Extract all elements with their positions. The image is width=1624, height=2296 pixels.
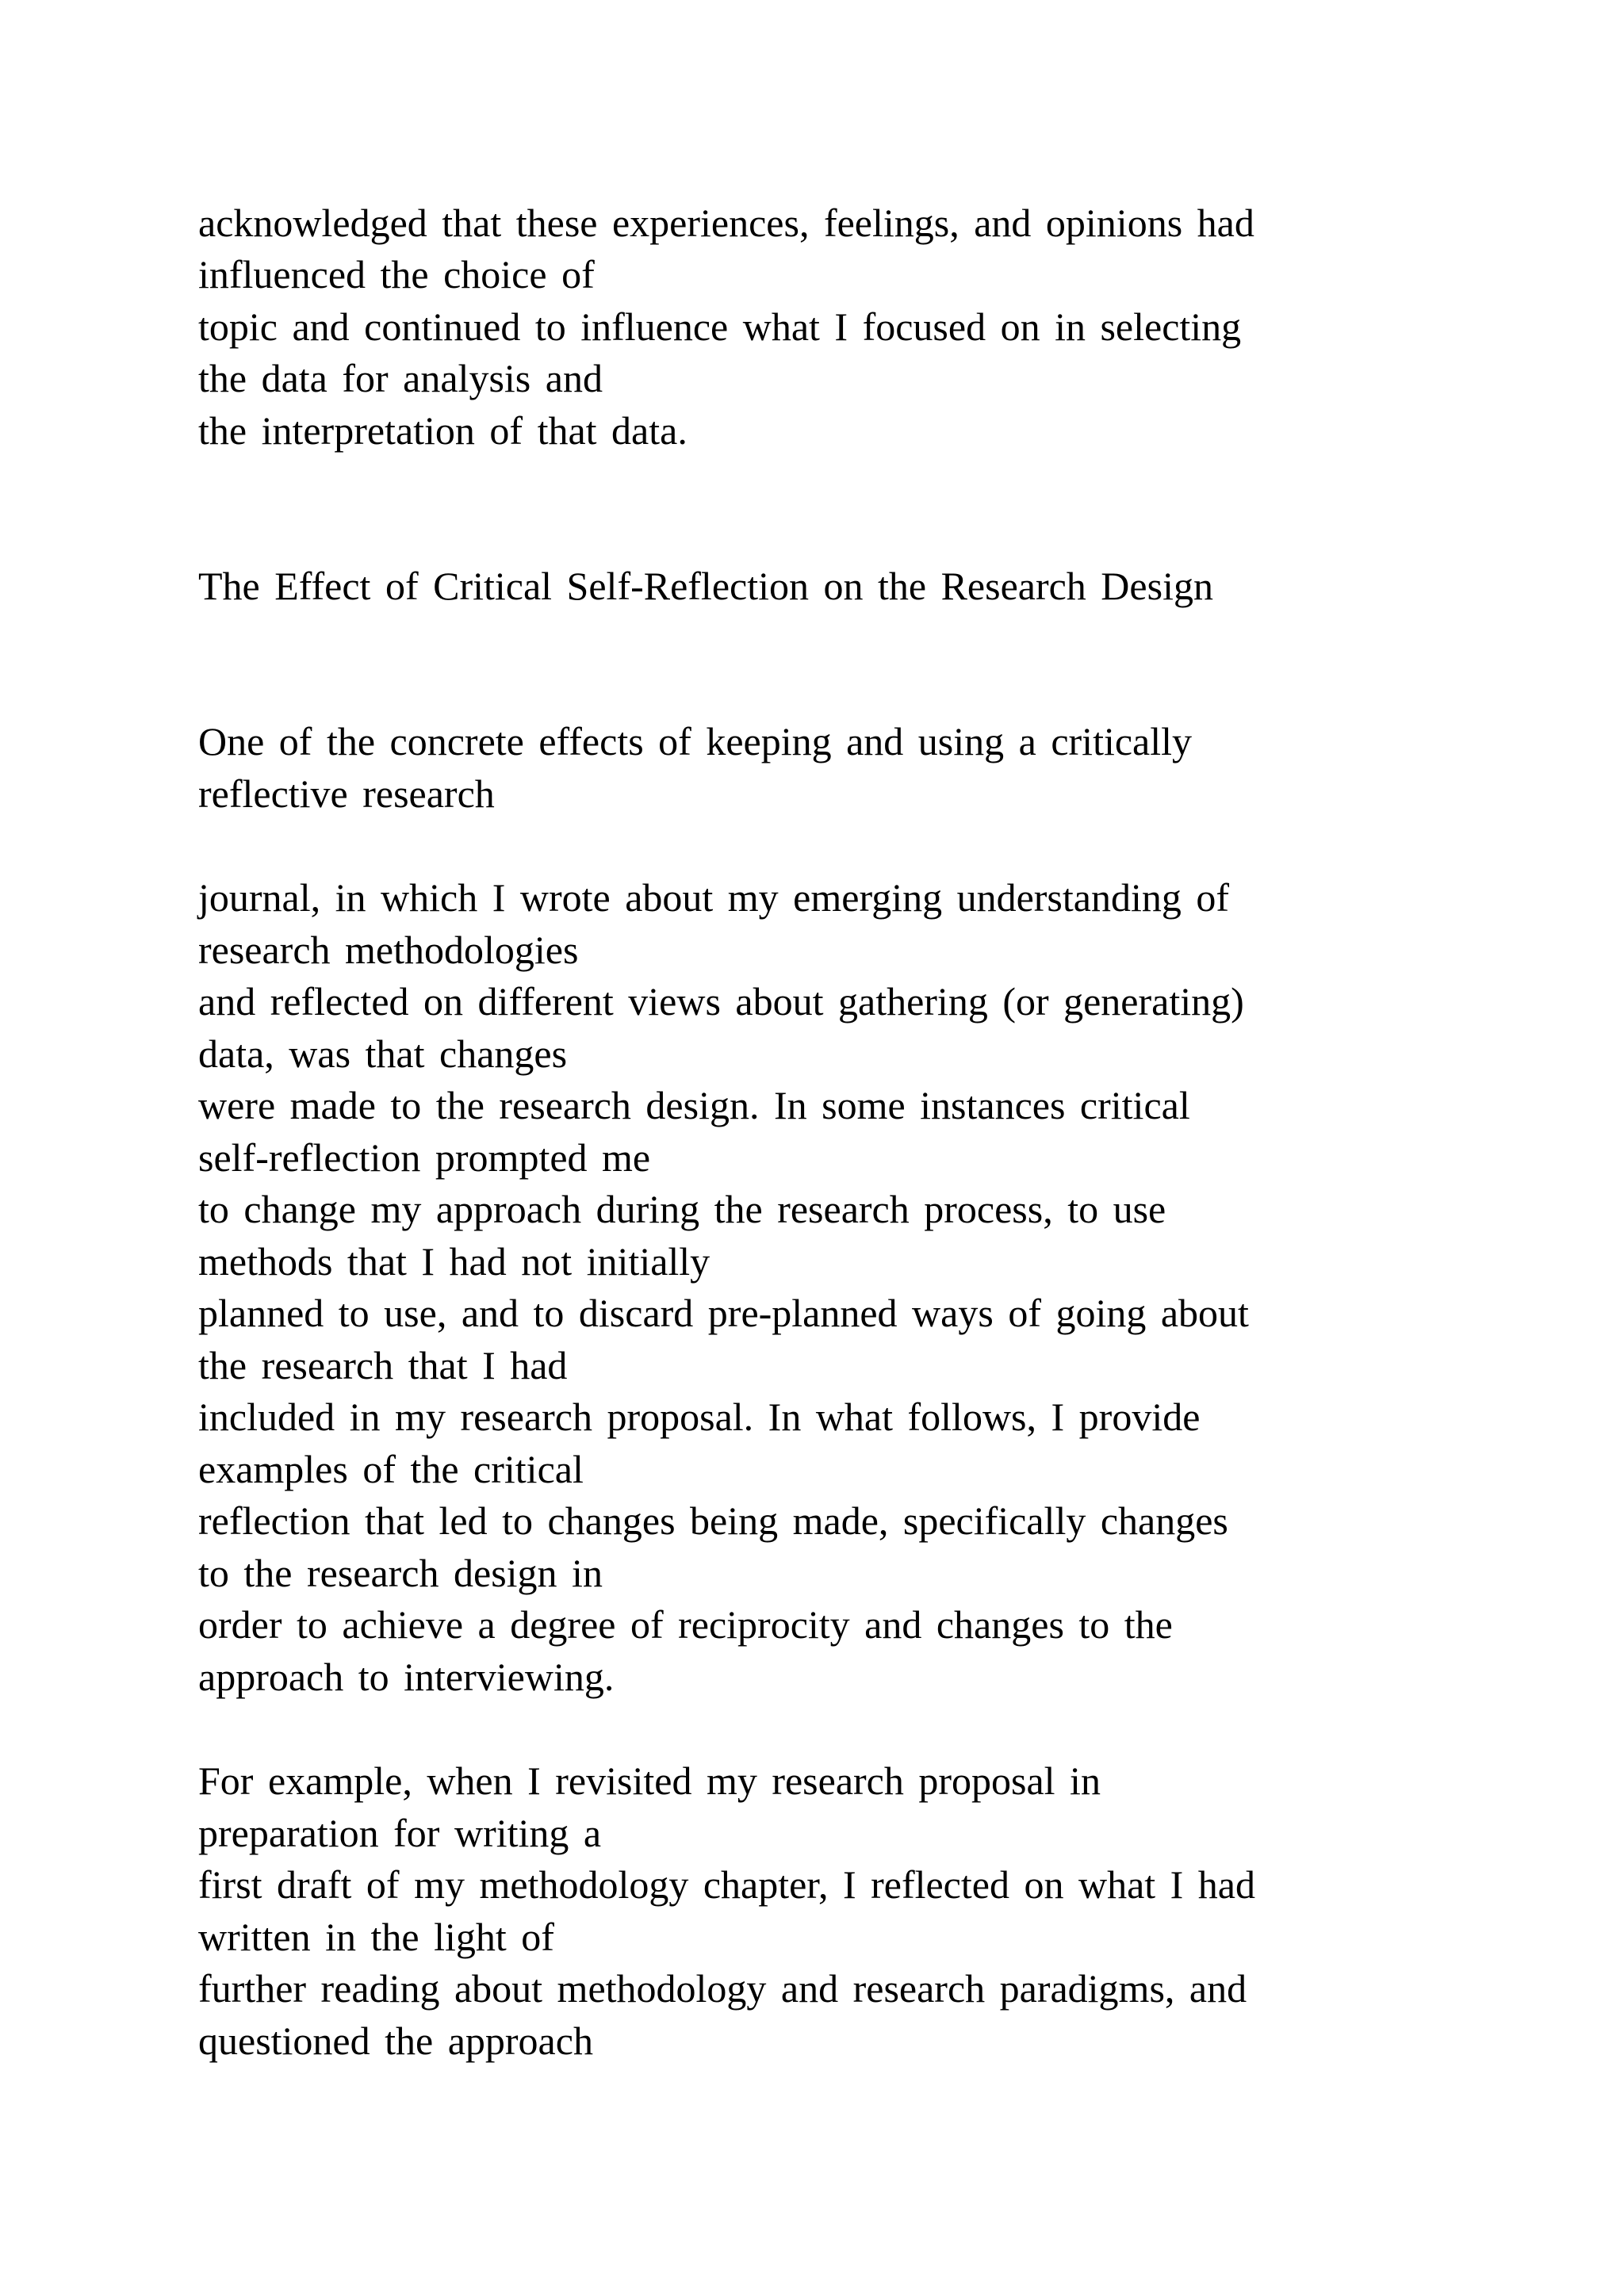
text-line: journal, in which I wrote about my emerging understanding of (198, 875, 1230, 920)
text-line: self-reflection prompted me (198, 1135, 651, 1180)
text-line: the data for analysis and (198, 356, 603, 400)
text-line: and reflected on different views about gathering (or generating) (198, 979, 1244, 1024)
text-line: were made to the research design. In some instances critical (198, 1083, 1190, 1127)
text-line: written in the light of (198, 1915, 554, 1959)
text-line: approach to interviewing. (198, 1655, 615, 1699)
text-line: reflective research (198, 771, 495, 816)
text-line: included in my research proposal. In what follows, I provide (198, 1395, 1201, 1439)
text-line: For example, when I revisited my research proposal in (198, 1758, 1101, 1803)
text-line: influenced the choice of (198, 252, 595, 297)
text-line: the interpretation of that data. (198, 408, 688, 453)
text-line: the research that I had (198, 1343, 568, 1387)
text-line: data, was that changes (198, 1031, 568, 1076)
text-line: reflection that led to changes being made, specifically changes (198, 1498, 1228, 1543)
text-line: methods that I had not initially (198, 1239, 710, 1284)
text-line: first draft of my methodology chapter, I reflected on what I had (198, 1862, 1255, 1907)
text-line: further reading about methodology and research paradigms, and (198, 1966, 1247, 2011)
text-line: One of the concrete effects of keeping and using a critically (198, 719, 1193, 763)
text-line: order to achieve a degree of reciprocity and changes to the (198, 1602, 1173, 1647)
text-line: to the research design in (198, 1551, 603, 1595)
text-line: acknowledged that these experiences, feelings, and opinions had (198, 201, 1254, 245)
text-line: to change my approach during the research process, to use (198, 1187, 1166, 1231)
text-line: planned to use, and to discard pre-planned ways of going about (198, 1291, 1249, 1335)
text-line: research methodologies (198, 928, 579, 972)
text-line: topic and continued to influence what I focused on in selecting (198, 304, 1242, 349)
text-line: examples of the critical (198, 1447, 584, 1491)
section-heading: The Effect of Critical Self-Reflection on the Research Design (198, 564, 1213, 608)
text-line: preparation for writing a (198, 1811, 602, 1855)
text-line: questioned the approach (198, 2019, 593, 2063)
